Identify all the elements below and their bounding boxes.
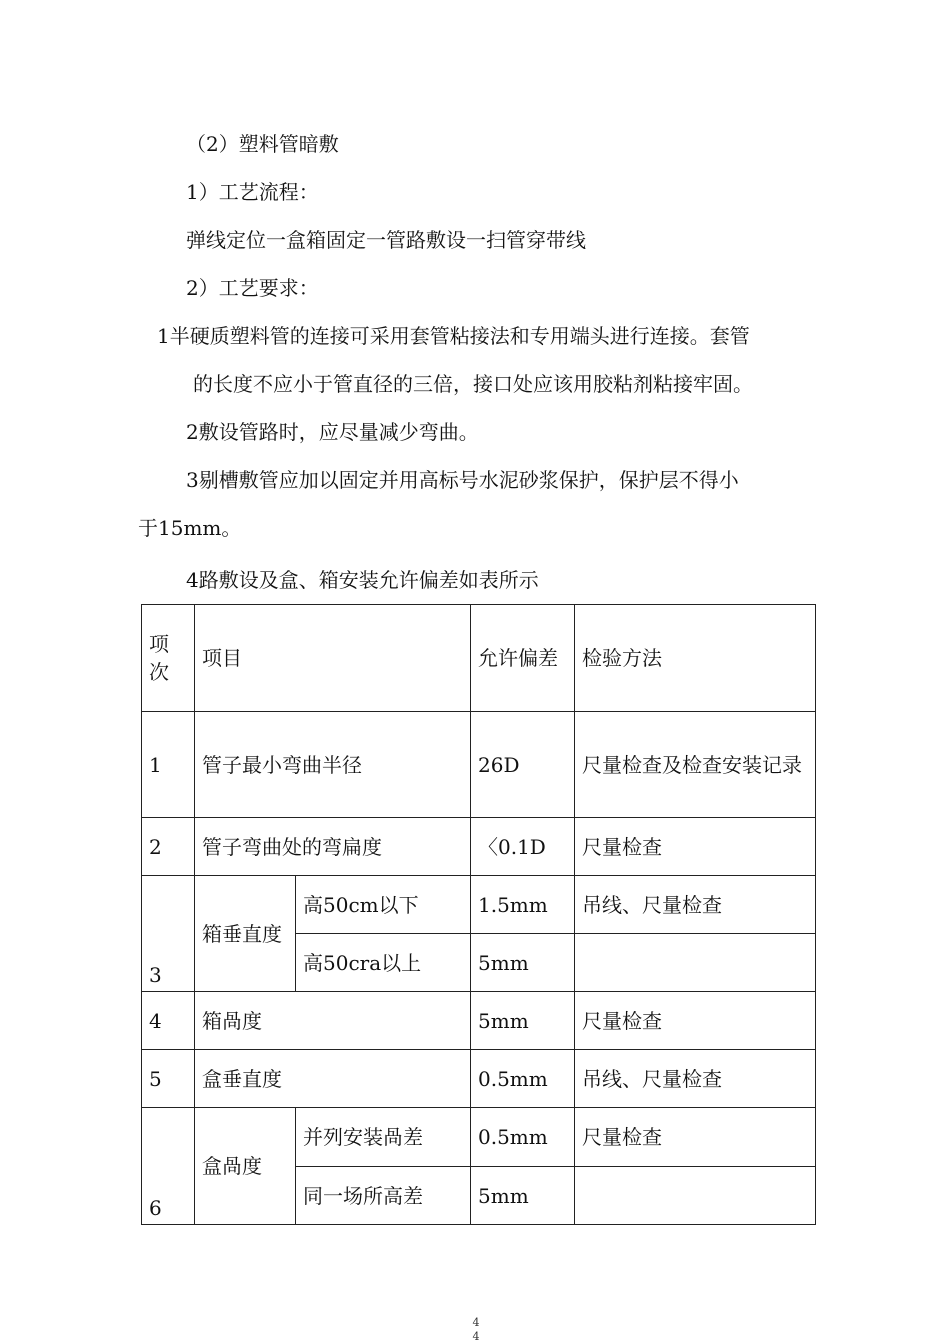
table-row [142,712,816,818]
header-no: 项次 [142,605,195,712]
tolerance-table [141,604,816,1225]
table-row [142,1050,816,1108]
row-tolerance: 5mm [471,992,575,1050]
row-no: 4 [142,992,195,1050]
row-tolerance: 〈0.1D [471,818,575,876]
process-flow-label: 1）工艺流程： [186,180,319,204]
row-no: 3 [142,876,195,992]
row-item: 箱垂直度 [195,876,296,992]
requirements-label: 2）工艺要求： [186,276,319,300]
table-row [142,818,816,876]
process-flow-steps: 弹线定位一盒箱固定一管路敷设一扫管穿带线 [186,228,586,252]
table-header-row [142,605,816,712]
row-no: 2 [142,818,195,876]
row-no: 1 [142,712,195,818]
row-tolerance: 0.5mm [471,1050,575,1108]
row-item: 箱咼度 [195,992,471,1050]
row-subitem: 高50cm以下 [296,876,471,934]
page-number-top: 4 [472,1316,480,1329]
row-method: 尺量检查 [575,992,816,1050]
row-tolerance: 26D [471,712,575,818]
row-method: 尺量检查 [575,1108,816,1167]
requirement-3-line-2: 于15mm。 [138,516,242,540]
table-row [142,876,816,934]
row-method: 尺量检查及检查安装记录 [575,712,816,818]
requirement-2: 2敷设管路时，应尽量减少弯曲。 [186,420,479,444]
row-subitem: 并列安装咼差 [296,1108,471,1167]
row-item: 盒垂直度 [195,1050,471,1108]
row-method [575,1167,816,1225]
row-subitem: 同一场所高差 [296,1167,471,1225]
row-method: 尺量检查 [575,818,816,876]
requirement-1-line-2: 的长度不应小于管直径的三倍，接口处应该用胶粘剂粘接牢固。 [193,372,753,396]
header-item: 项目 [195,605,471,712]
row-tolerance: 5mm [471,934,575,992]
header-method: 检验方法 [575,605,816,712]
row-no: 6 [142,1108,195,1225]
row-item: 盒咼度 [195,1108,296,1225]
table-row [142,992,816,1050]
row-subitem: 高50cra以上 [296,934,471,992]
requirement-4-table-caption: 4路敷设及盒、箱安装允许偏差如表所示 [186,568,539,592]
row-method: 吊线、尺量检查 [575,1050,816,1108]
row-method [575,934,816,992]
row-no: 5 [142,1050,195,1108]
requirement-3-line-1: 3剔槽敷管应加以固定并用高标号水泥砂浆保护，保护层不得小 [186,468,739,492]
table-row [142,1108,816,1167]
section-heading: （2）塑料管暗敷 [186,132,339,156]
row-item: 管子弯曲处的弯扁度 [195,818,471,876]
requirement-1-line-1: 1半硬质塑料管的连接可采用套管粘接法和专用端头进行连接。套管 [157,324,750,348]
row-tolerance: 0.5mm [471,1108,575,1167]
page-number-bottom: 4 [472,1330,480,1343]
header-tolerance: 允许偏差 [471,605,575,712]
row-tolerance: 1.5mm [471,876,575,934]
row-method: 吊线、尺量检查 [575,876,816,934]
row-item: 管子最小弯曲半径 [195,712,471,818]
row-tolerance: 5mm [471,1167,575,1225]
